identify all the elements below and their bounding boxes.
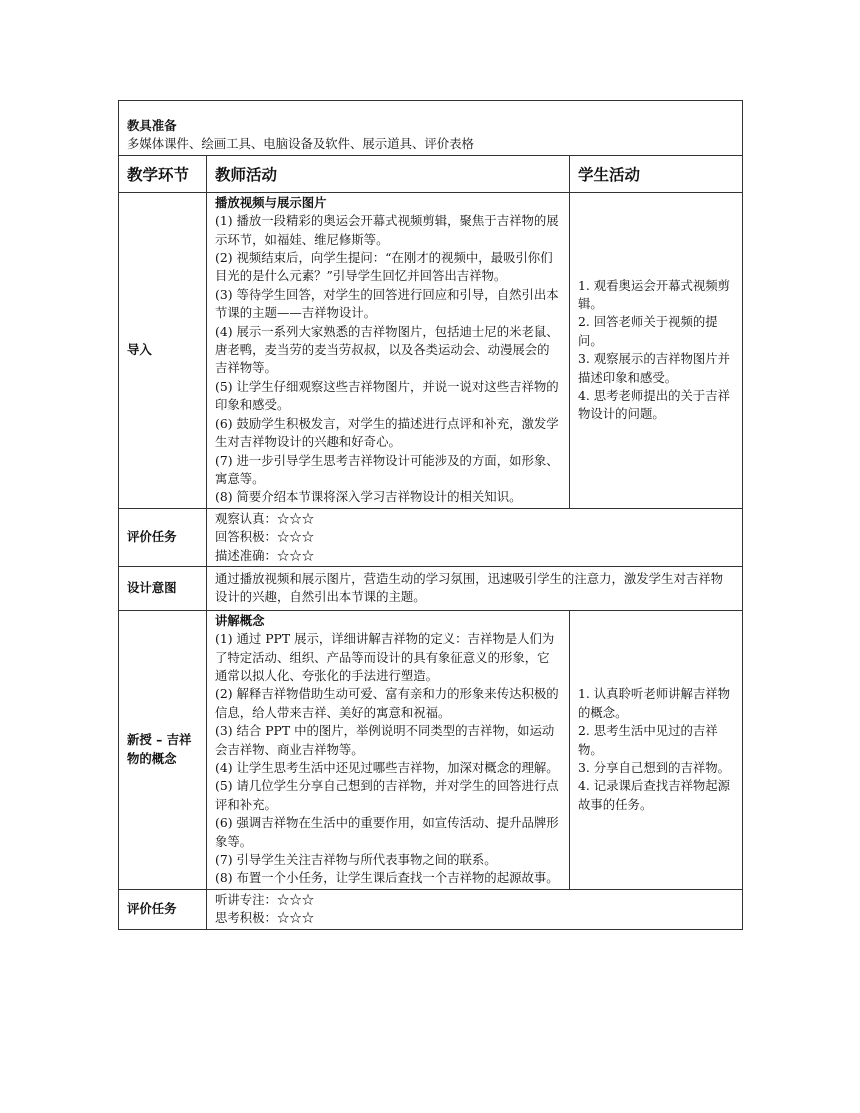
intro-label: 导入 xyxy=(119,192,207,508)
eval1-item-1: 观察认真：☆☆☆ xyxy=(215,510,315,526)
prep-cell xyxy=(119,101,743,156)
lesson-plan-table xyxy=(118,100,743,930)
design-text: 通过播放视频和展示图片，营造生动的学习氛围，迅速吸引学生的注意力，激发学生对吉祥物设计的兴趣，自然引出本节课的主题。 xyxy=(215,570,724,605)
concept-student-item-3: 3. 分享自己想到的吉祥物。 xyxy=(578,760,731,775)
eval1-item-2: 回答积极：☆☆☆ xyxy=(215,529,315,545)
eval2-row xyxy=(119,889,743,929)
eval1-cell xyxy=(207,508,743,566)
intro-teacher-item-7: (7) 进一步引导学生思考吉祥物设计可能涉及的方面，如形象、寓意等。 xyxy=(215,452,559,486)
intro-teacher-cell xyxy=(207,192,570,508)
design-row xyxy=(119,566,743,610)
intro-student-item-3: 3. 观察展示的吉祥物图片并描述印象和感受。 xyxy=(578,351,731,385)
design-label: 设计意图 xyxy=(119,566,207,610)
intro-row xyxy=(119,192,743,508)
intro-student-cell xyxy=(570,192,743,508)
intro-teacher-item-8: (8) 简要介绍本节课将深入学习吉祥物设计的相关知识。 xyxy=(215,489,522,505)
concept-section-title: 讲解概念 xyxy=(215,612,265,628)
concept-label: 新授 – 吉祥物的概念 xyxy=(119,610,207,889)
concept-teacher-item-4: (4) 让学生思考生活中还见过哪些吉祥物，加深对概念的理解。 xyxy=(215,760,559,775)
intro-teacher-item-6: (6) 鼓励学生积极发言，对学生的描述进行点评和补充，激发学生对吉祥物设计的兴趣和好奇心。 xyxy=(215,415,559,450)
concept-teacher-item-2: (2) 解释吉祥物借助生动可爱、富有亲和力的形象来传达积极的信息，给人带来吉祥、美好的寓意和祝福。 xyxy=(215,686,559,720)
concept-teacher-item-1: (1) 通过 PPT 展示，详细讲解吉祥物的定义：吉祥物是人们为了特定活动、组织、产品等而设计的具有象征意义的形象，它通常以拟人化、夸张化的手法进行塑造。 xyxy=(215,631,555,683)
intro-teacher-item-2: (2) 视频结束后，向学生提问：“在刚才的视频中，最吸引你们目光的是什么元素？”引导学生回忆并回答出吉祥物。 xyxy=(215,250,553,284)
intro-teacher-item-1: (1) 播放一段精彩的奥运会开幕式视频剪辑，聚焦于吉祥物的展示环节，如福娃、维尼修斯等。 xyxy=(215,213,559,247)
intro-teacher-item-5: (5) 让学生仔细观察这些吉祥物图片，并说一说对这些吉祥物的印象和感受。 xyxy=(215,378,559,413)
concept-student-item-4: 4. 记录课后查找吉祥物起源故事的任务。 xyxy=(578,778,731,812)
prep-title: 教具准备 xyxy=(127,118,177,133)
eval2-item-1: 听讲专注：☆☆☆ xyxy=(215,891,315,907)
concept-teacher-item-8: (8) 布置一个小任务，让学生课后查找一个吉祥物的起源故事。 xyxy=(215,870,559,886)
intro-student-item-2: 2. 回答老师关于视频的提问。 xyxy=(578,314,718,348)
eval1-item-3: 描述准确：☆☆☆ xyxy=(215,547,315,563)
eval1-label: 评价任务 xyxy=(119,508,207,566)
concept-teacher-item-5: (5) 请几位学生分享自己想到的吉祥物，并对学生的回答进行点评和补充。 xyxy=(215,778,559,812)
concept-teacher-cell xyxy=(207,610,570,889)
concept-student-item-1: 1. 认真聆听老师讲解吉祥物的概念。 xyxy=(578,686,731,720)
intro-student-item-4: 4. 思考老师提出的关于吉祥物设计的问题。 xyxy=(578,388,731,422)
intro-teacher-item-3: (3) 等待学生回答，对学生的回答进行回应和引导，自然引出本节课的主题——吉祥物设计。 xyxy=(215,286,559,321)
intro-section-title: 播放视频与展示图片 xyxy=(215,194,327,210)
header-student: 学生活动 xyxy=(570,155,743,192)
concept-student-item-2: 2. 思考生活中见过的吉祥物。 xyxy=(578,723,718,757)
header-teacher: 教师活动 xyxy=(207,155,570,192)
prep-text: 多媒体课件、绘画工具、电脑设备及软件、展示道具、评价表格 xyxy=(127,136,474,152)
prep-row xyxy=(119,101,743,156)
eval2-item-2: 思考积极：☆☆☆ xyxy=(215,910,315,926)
concept-teacher-item-6: (6) 强调吉祥物在生活中的重要作用，如宣传活动、提升品牌形象等。 xyxy=(215,815,559,849)
design-cell xyxy=(207,566,743,610)
concept-row xyxy=(119,610,743,889)
eval2-cell xyxy=(207,889,743,929)
eval2-label: 评价任务 xyxy=(119,889,207,929)
header-stage: 教学环节 xyxy=(119,155,207,192)
intro-teacher-item-4: (4) 展示一系列大家熟悉的吉祥物图片，包括迪士尼的米老鼠、唐老鸭，麦当劳的麦当劳叔叔，以及各类运动会、动漫展会的吉祥物等。 xyxy=(215,323,559,376)
intro-student-item-1: 1. 观看奥运会开幕式视频剪辑。 xyxy=(578,277,731,312)
eval1-row xyxy=(119,508,743,566)
concept-student-cell xyxy=(570,610,743,889)
header-row xyxy=(119,155,743,192)
concept-teacher-item-7: (7) 引导学生关注吉祥物与所代表事物之间的联系。 xyxy=(215,852,497,868)
concept-teacher-item-3: (3) 结合 PPT 中的图片，举例说明不同类型的吉祥物，如运动会吉祥物、商业吉祥物等。 xyxy=(215,723,555,757)
